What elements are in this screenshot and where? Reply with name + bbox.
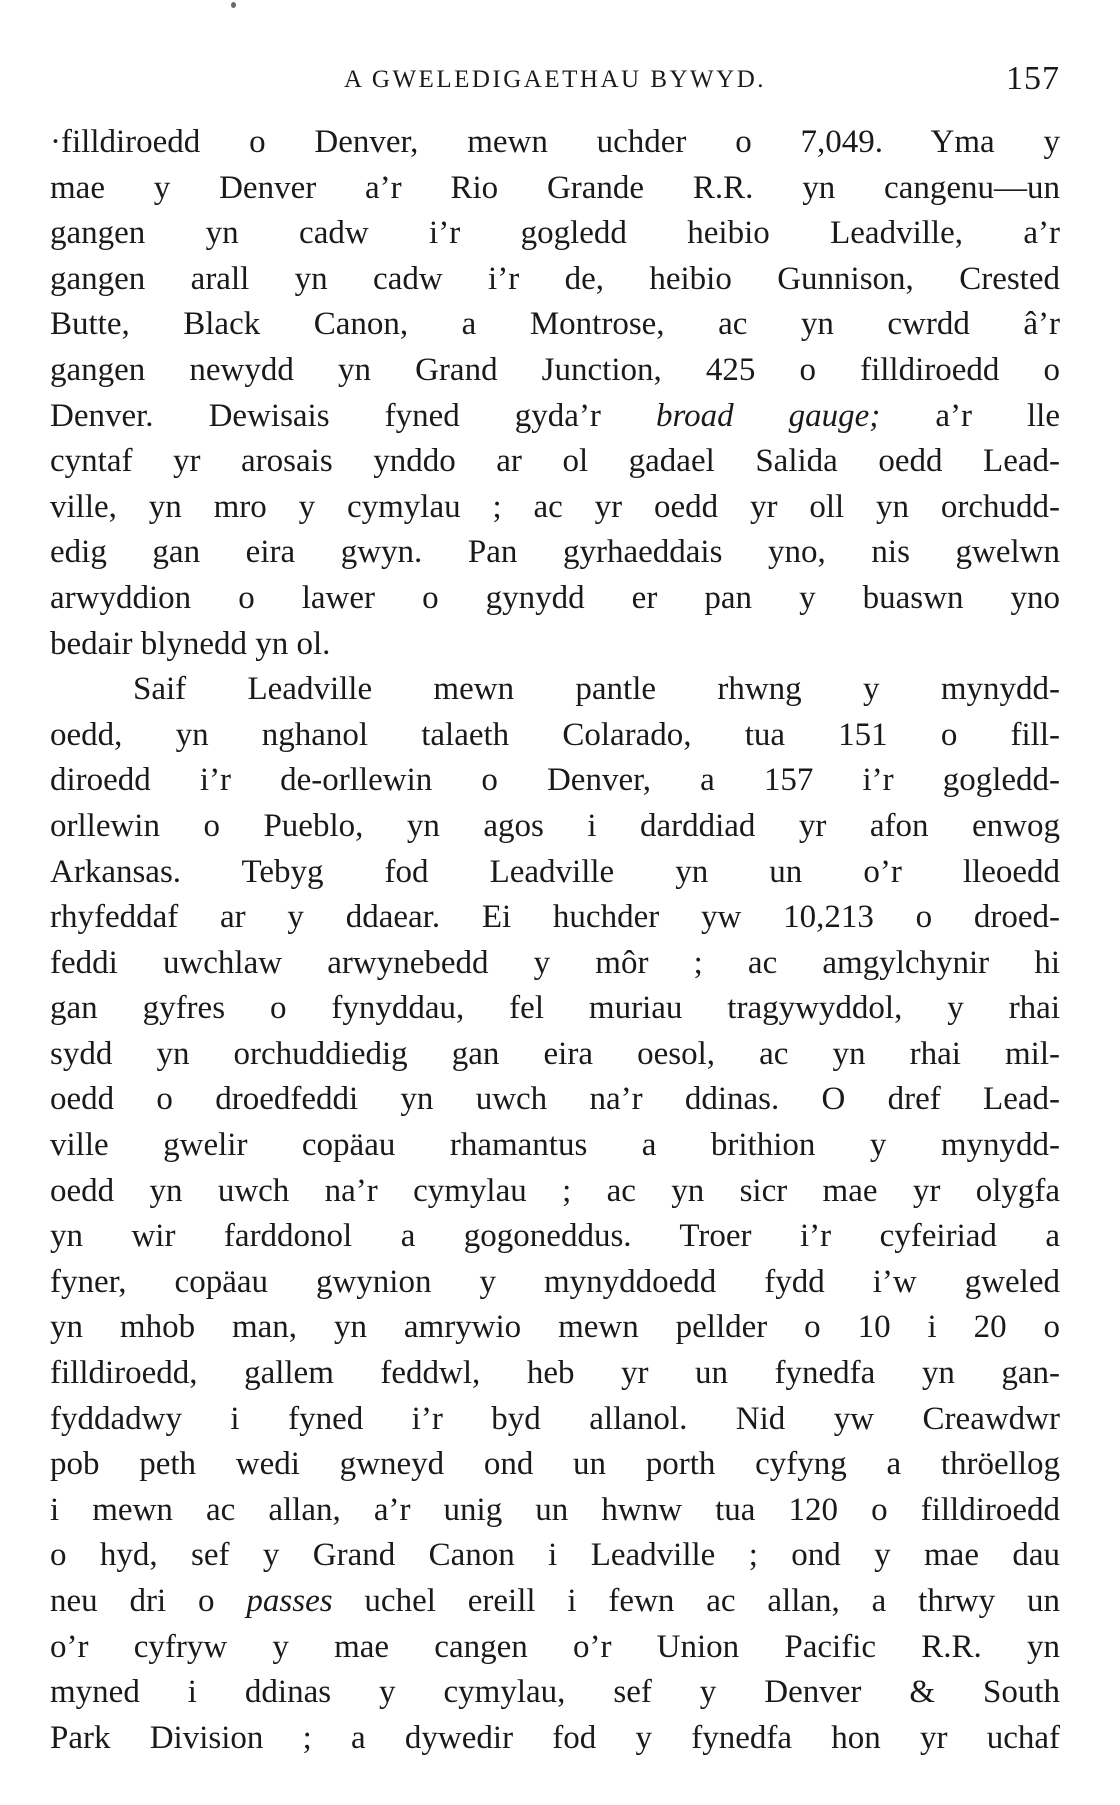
text-line: orllewin o Pueblo, yn agos i darddiad yr afon enwog — [50, 807, 1060, 844]
running-head — [50, 60, 1060, 100]
italic-phrase: broad gauge; — [655, 397, 881, 434]
text-line: Arkansas. Tebyg fod Leadville yn un o’r lleoedd — [50, 853, 1060, 890]
text-line: arwyddion o lawer o gynydd er pan y buaswn yno — [50, 579, 1060, 616]
text-line: gangen newydd yn Grand Junction, 425 o filldiroedd o — [50, 351, 1060, 388]
text-line: oedd, yn nghanol talaeth Colarado, tua 151 o fill- — [50, 716, 1060, 753]
text-line: Saif Leadville mewn pantle rhwng y mynydd- — [133, 671, 1060, 708]
text-line: i mewn ac allan, a’r unig un hwnw tua 120 o filldiroedd — [50, 1491, 1060, 1528]
text-segment: Denver. Dewisais fyned gyda’r — [50, 397, 656, 434]
text-line: cyntaf yr arosais ynddo ar ol gadael Salida oedd Lead- — [50, 443, 1060, 480]
text-line: Butte, Black Canon, a Montrose, ac yn cwrdd â’r — [50, 306, 1060, 343]
text-line: ville, yn mro y cymylau ; ac yr oedd yr oll yn orchudd- — [50, 488, 1060, 525]
text-line: edig gan eira gwyn. Pan gyrhaeddais yno, nis gwelwn — [50, 534, 1060, 571]
text-line — [50, 394, 1060, 440]
text-line: fyner, copäau gwynion y mynyddoedd fydd i’w gweled — [50, 1263, 1060, 1300]
text-line: gangen yn cadw i’r gogledd heibio Leadville, a’r — [50, 215, 1060, 252]
text-line: sydd yn orchuddiedig gan eira oesol, ac yn rhai mil- — [50, 1035, 1060, 1072]
text-line: gangen arall yn cadw i’r de, heibio Gunnison, Crested — [50, 260, 1060, 297]
text-line: mae y Denver a’r Rio Grande R.R. yn cangenu—un — [50, 169, 1060, 206]
text-line: yn wir farddonol a gogoneddus. Troer i’r cyfeiriad a — [50, 1218, 1060, 1255]
text-line: o’r cyfryw y mae cangen o’r Union Pacific R.R. yn — [50, 1628, 1060, 1665]
italic-phrase: passes — [246, 1583, 333, 1619]
text-line — [50, 1579, 1060, 1625]
text-line: o hyd, sef y Grand Canon i Leadville ; ond y mae dau — [50, 1537, 1060, 1574]
text-line: feddi uwchlaw arwynebedd y môr ; ac amgylchynir hi — [50, 944, 1060, 981]
text-line: myned i ddinas y cymylau, sef y Denver & South — [50, 1674, 1060, 1711]
text-line: fyddadwy i fyned i’r byd allanol. Nid yw Creawdwr — [50, 1400, 1060, 1437]
text-line: diroedd i’r de-orllewin o Denver, a 157 i’r gogledd- — [50, 762, 1060, 799]
text-line: oedd yn uwch na’r cymylau ; ac yn sicr mae yr olygfa — [50, 1172, 1060, 1209]
text-line: gan gyfres o fynyddau, fel muriau tragywyddol, y rhai — [50, 990, 1060, 1027]
text-line: bedair blynedd yn ol. — [50, 625, 331, 662]
text-line: Park Division ; a dywedir fod y fynedfa hon yr uchaf — [50, 1719, 1060, 1756]
running-title: A GWELEDIGAETHAU BYWYD. — [343, 66, 766, 93]
text-line: oedd o droedfeddi yn uwch na’r ddinas. O dref Lead- — [50, 1081, 1060, 1118]
text-line: pob peth wedi gwneyd ond un porth cyfyng a thröellog — [50, 1446, 1060, 1483]
text-line: ·filldiroedd o Denver, mewn uchder o 7,049. Yma y — [50, 124, 1060, 160]
text-segment: uchel ereill i fewn ac allan, a thrwy un — [332, 1583, 1060, 1619]
body-text — [50, 120, 1060, 1761]
ink-speck — [231, 2, 236, 8]
text-line: rhyfeddaf ar y ddaear. Ei huchder yw 10,213 o droed- — [50, 899, 1060, 936]
text-line: filldiroedd, gallem feddwl, heb yr un fynedfa yn gan- — [50, 1355, 1060, 1392]
text-segment: a’r lle — [880, 397, 1060, 434]
text-line: yn mhob man, yn amrywio mewn pellder o 10 i 20 o — [50, 1309, 1060, 1346]
page-number: 157 — [1006, 60, 1060, 97]
text-segment: neu dri o — [50, 1583, 247, 1619]
text-line: ville gwelir copäau rhamantus a brithion y mynydd- — [50, 1127, 1060, 1164]
